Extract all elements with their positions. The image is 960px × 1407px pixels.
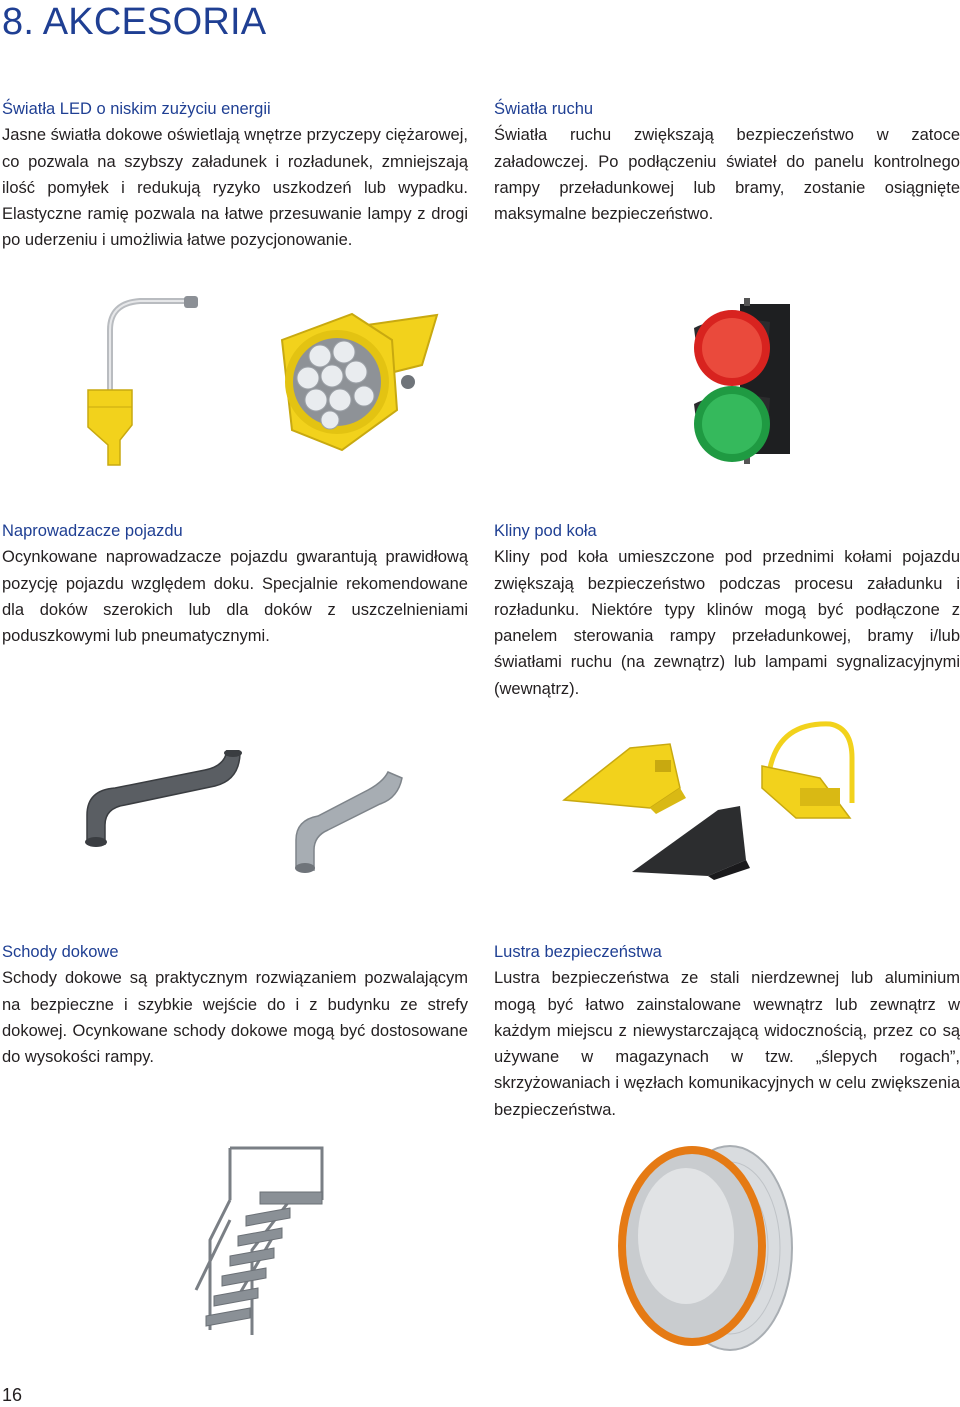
- dock-stairs-illustration: [190, 1140, 330, 1340]
- section-heading: Naprowadzacze pojazdu: [2, 522, 183, 540]
- section-heading: Schody dokowe: [2, 943, 119, 961]
- section-body: Jasne światła dokowe oświetlają wnętrze przyczepy ciężarowej, co pozwala na szybszy załadunek i rozładunek, zmniejszają ilość pomyłek i redukują ryzyko uszkodzeń lub wypadku. Elastyczne ramię pozwala na łatwe przesuwanie lampy z drogi po uderzeniu i umożliwia łatwe pozycjonowanie.: [2, 126, 468, 250]
- section-safety-mirrors: [494, 939, 960, 1123]
- led-lamp-illustration: [272, 300, 452, 455]
- section-heading: Światła LED o niskim zużyciu energii: [2, 100, 271, 118]
- section-body: Ocynkowane naprowadzacze pojazdu gwarantują prawidłową pozycję pojazdu względem doku. Specjalnie rekomendowane dla doków szerokich lub dla doków z uszczelnieniami poduszkowymi lub pneumatycznymi.: [2, 548, 468, 646]
- section-body: Światła ruchu zwiększają bezpieczeństwo w zatoce załadowczej. Po podłączeniu świateł do panelu kontrolnego rampy przeładunkowej lub bramy, zostanie osiągnięte maksymalne bezpieczeństwo.: [494, 126, 960, 224]
- section-traffic-lights: [494, 96, 960, 227]
- led-lamp-arm-illustration: [80, 295, 210, 470]
- section-heading: Światła ruchu: [494, 100, 594, 118]
- vehicle-guide-dark-illustration: [75, 750, 250, 850]
- section-body: Kliny pod koła umieszczone pod przednimi kołami pojazdu zwiększają bezpieczeństwo podczas procesu załadunku i rozładunku. Niektóre typy klinów mogą być podłączone z panelem sterowania rampy przeładunkowej, bramy i/lub światłami ruchu (na zewnątrz) lub lampami sygnalizacyjnymi (wewnątrz).: [494, 548, 960, 698]
- section-wheel-chocks: [494, 518, 960, 702]
- section-heading: Kliny pod koła: [494, 522, 597, 540]
- section-led-lights: [2, 96, 468, 254]
- section-body: Schody dokowe są praktycznym rozwiązaniem pozwalającym na bezpieczne i szybkie wejście do i z budynku ze strefy dokowej. Ocynkowane schody dokowe mogą być dostosowane do wysokości rampy.: [2, 969, 468, 1067]
- wheel-chock-black-illustration: [628, 800, 753, 880]
- section-dock-stairs: [2, 939, 468, 1070]
- traffic-light-illustration: [680, 296, 805, 468]
- wheel-chock-arm-illustration: [740, 718, 860, 828]
- safety-mirror-illustration: [612, 1140, 794, 1352]
- section-heading: Lustra bezpieczeństwa: [494, 943, 662, 961]
- vehicle-guide-galvanized-illustration: [288, 770, 408, 875]
- page-title: 8. AKCESORIA: [2, 1, 267, 43]
- section-body: Lustra bezpieczeństwa ze stali nierdzewnej lub aluminium mogą być łatwo zainstalowane wewnątrz lub zewnątrz w każdym miejscu z niewystarczającą widocznością, przez co są używane w magazynach w tzw. „ślepych rogach”, skrzyżowaniach i węzłach komunikacyjnych w celu zwiększenia bezpieczeństwa.: [494, 969, 960, 1119]
- section-vehicle-guides: [2, 518, 468, 649]
- page-number: 16: [2, 1385, 23, 1405]
